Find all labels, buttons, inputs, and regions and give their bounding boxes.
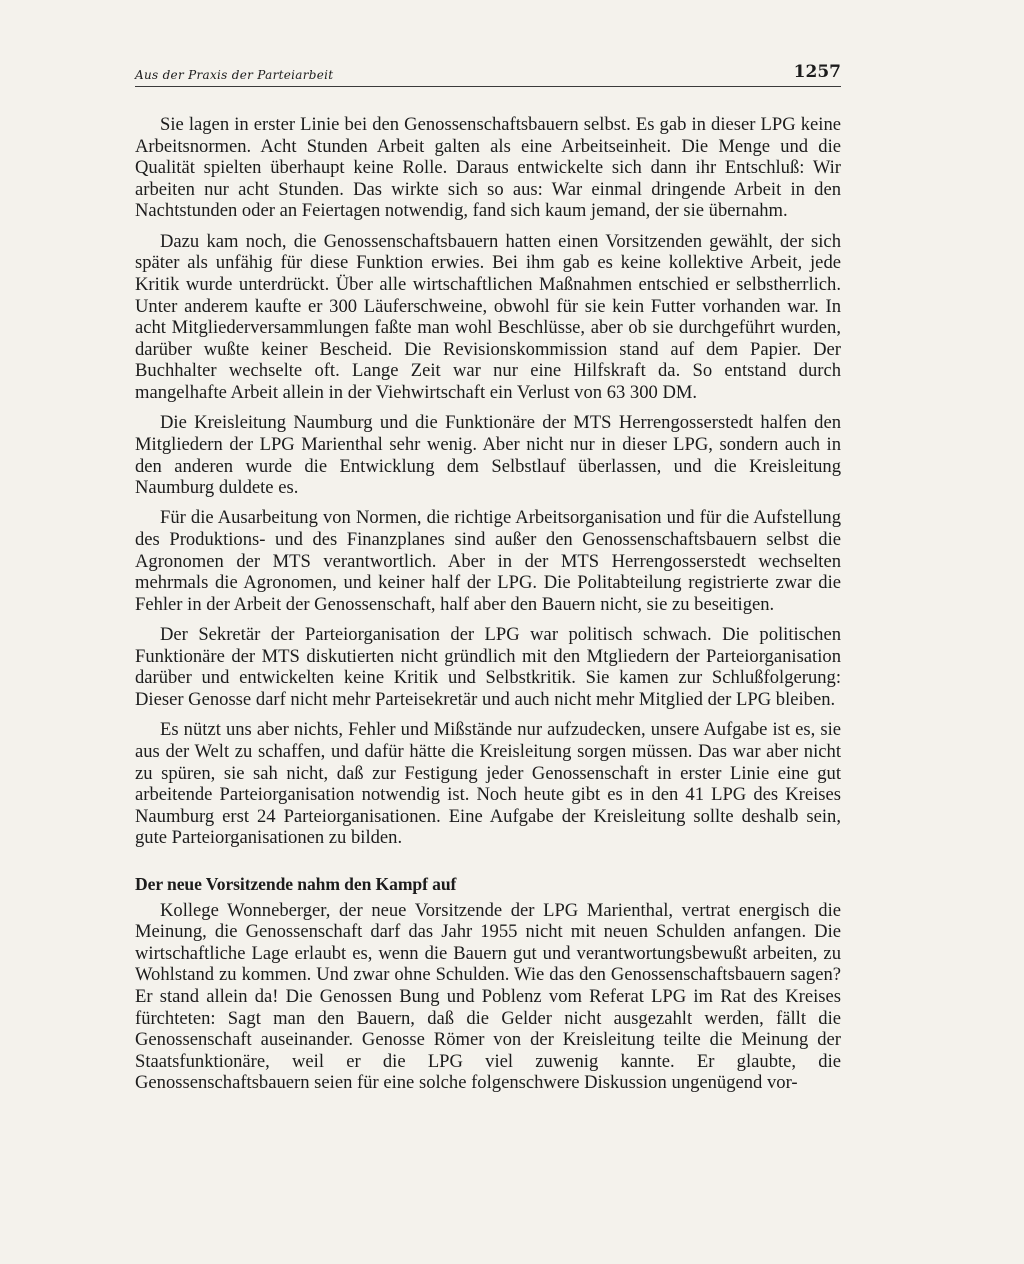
running-title: Aus der Praxis der Parteiarbeit — [135, 68, 334, 82]
paragraph: Die Kreisleitung Naumburg und die Funktionäre der MTS Herrengosserstedt halfen den Mitgliedern der LPG Marienthal sehr wenig. Aber nicht nur in dieser LPG, sondern auch in den anderen wurde die Entwicklung dem Selbstlauf überlassen, und die Kreisleitung Naumburg duldete es. — [135, 412, 841, 499]
paragraph: Dazu kam noch, die Genossenschaftsbauern hatten einen Vorsitzenden gewählt, der sich später als unfähig für diese Funktion erwies. Bei ihm gab es keine kollektive Arbeit, jede Kritik wurde unterdrückt. Über alle wirtschaftlichen Maßnahmen entschied er selbstherrlich. Unter anderem kaufte er 300 Läuferschweine, obwohl für sie kein Futter vorhanden war. In acht Mitgliederversammlungen faßte man wohl Beschlüsse, aber ob sie durchgeführt wurden, darüber wußte keiner Bescheid. Die Revisionskommission stand auf dem Papier. Der Buchhalter wechselte oft. Lange Zeit war nur eine Hilfskraft da. So entstand durch mangelhafte Arbeit allein in der Viehwirtschaft ein Verlust von 63 300 DM. — [135, 230, 841, 403]
document-page — [135, 60, 841, 1103]
article-body — [135, 114, 841, 1094]
paragraph: Für die Ausarbeitung von Normen, die richtige Arbeitsorganisation und für die Aufstellung des Produktions- und des Finanzplanes sind außer den Genossenschaftsbauern selbst die Agronomen der MTS verantwortlich. Aber in der MTS Herrengosserstedt wechselten mehrmals die Agronomen, und keiner half der LPG. Die Politabteilung registrierte zwar die Fehler in der Arbeit der Genossenschaft, half aber den Bauern nicht, sie zu beseitigen. — [135, 507, 841, 615]
paragraph: Der Sekretär der Parteiorganisation der LPG war politisch schwach. Die politischen Funktionäre der MTS diskutierten nicht gründlich mit den Mtgliedern der Parteiorganisation darüber und entwickelten keine Kritik und Selbstkritik. Sie kamen zur Schlußfolgerung: Dieser Genosse darf nicht mehr Parteisekretär und auch nicht mehr Mitglied der LPG bleiben. — [135, 624, 841, 711]
paragraph: Kollege Wonneberger, der neue Vorsitzende der LPG Marienthal, vertrat energisch die Meinung, die Genossenschaft darf das Jahr 1955 nicht mit neuen Schulden anfangen. Die wirtschaftliche Lage erlaubt es, wenn die Bauern gut und verantwortungsbewußt arbeiten, zu Wohlstand zu kommen. Und zwar ohne Schulden. Wie das den Genossenschaftsbauern sagen? Er stand allein da! Die Genossen Bung und Poblenz vom Referat LPG im Rat des Kreises fürchteten: Sagt man den Bauern, daß die Gelder nicht ausgezahlt werden, fällt die Genossenschaft auseinander. Genosse Römer von der Kreisleitung teilte die Meinung der Staatsfunktionäre, weil er die LPG viel zuwenig kannte. Er glaubte, die Genossenschaftsbauern seien für eine solche folgenschwere Diskussion ungenügend vor- — [135, 899, 841, 1094]
page-number: 1257 — [793, 62, 841, 82]
paragraph: Sie lagen in erster Linie bei den Genossenschaftsbauern selbst. Es gab in dieser LPG keine Arbeitsnormen. Acht Stunden Arbeit galten als eine Arbeitseinheit. Die Menge und die Qualität spielten überhaupt keine Rolle. Daraus entwickelte sich dann ihr Entschluß: Wir arbeiten nur acht Stunden. Das wirkte sich so aus: War einmal dringende Arbeit in den Nachtstunden oder an Feiertagen notwendig, fand sich kaum jemand, der sie übernahm. — [135, 114, 841, 222]
running-header — [135, 60, 841, 87]
paragraph: Es nützt uns aber nichts, Fehler und Mißstände nur aufzudecken, unsere Aufgabe ist es, sie aus der Welt zu schaffen, und dafür hätte die Kreisleitung sorgen müssen. Das war aber nicht zu spüren, sie sah nicht, daß zur Festigung jeder Genossenschaft in erster Linie eine gut arbeitende Parteiorganisation notwendig ist. Noch heute gibt es in den 41 LPG des Kreises Naumburg erst 24 Parteiorganisationen. Eine Aufgabe der Kreisleitung sollte deshalb sein, gute Parteiorganisationen zu bilden. — [135, 719, 841, 849]
section-heading: Der neue Vorsitzende nahm den Kampf auf — [135, 873, 457, 894]
